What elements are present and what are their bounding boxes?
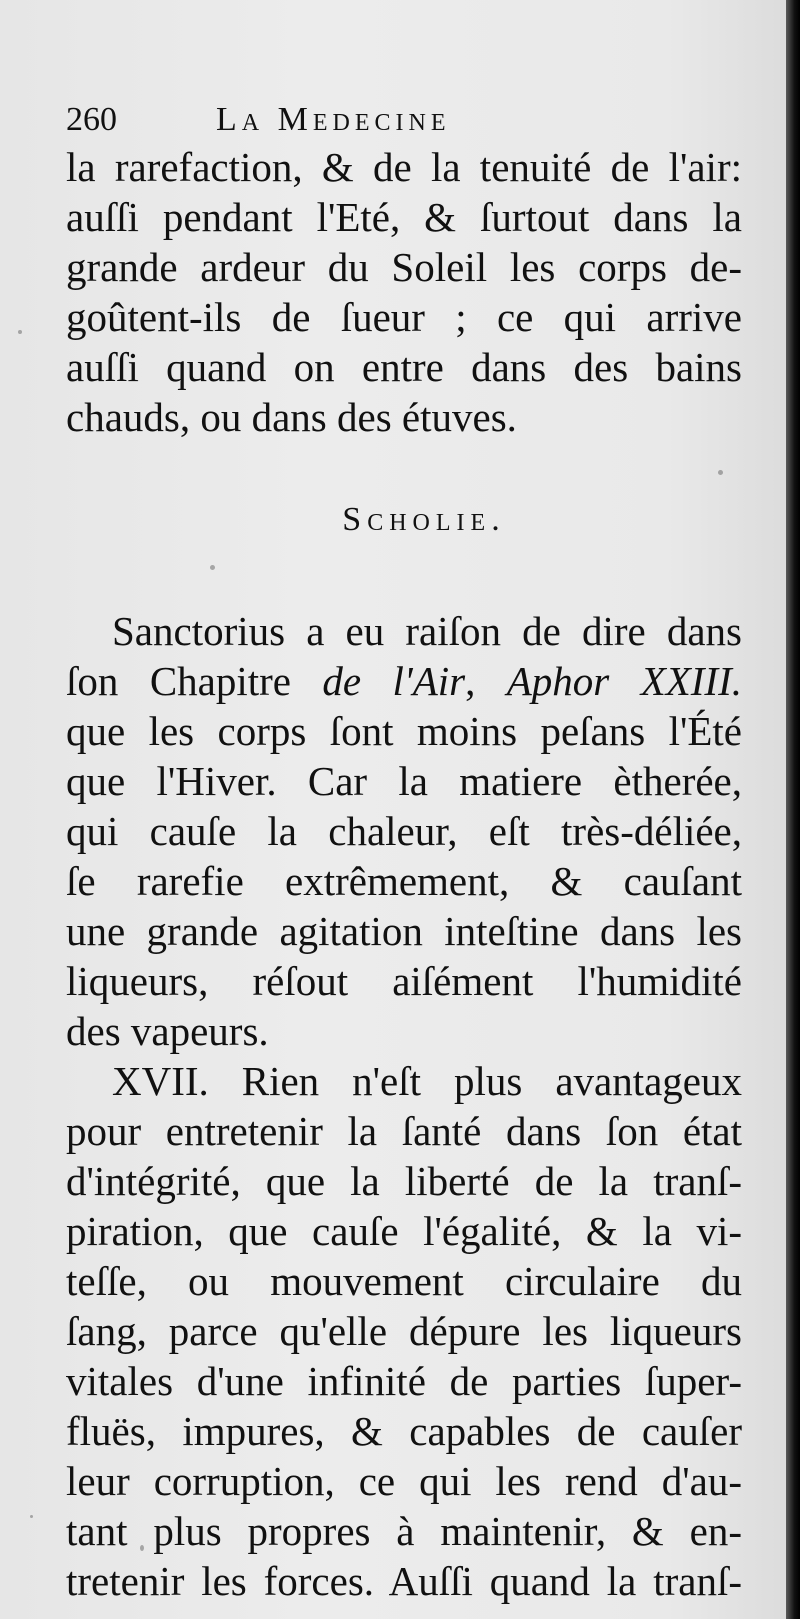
text-line: qui cauſe la chaleur, eſt très-déliée, <box>66 808 742 854</box>
paragraph-1 <box>66 142 742 442</box>
text-line: que les corps ſont moins peſans l'Été <box>66 708 742 754</box>
text-line: tant plus propres à maintenir, & en- <box>66 1508 742 1554</box>
text-line: ſang, parce qu'elle dépure les liqueurs <box>66 1308 742 1354</box>
text-line: une grande agitation inteſtine dans les <box>66 908 742 954</box>
text-line <box>66 656 742 706</box>
text-line: que l'Hiver. Car la matiere ètherée, <box>66 758 742 804</box>
paragraph-3 <box>66 1056 742 1606</box>
section-heading: Scholie. <box>342 501 506 538</box>
italic-citation: de l'Air <box>322 658 466 704</box>
text-line: chauds, ou dans des étuves. <box>66 394 517 440</box>
text-line: d'intégrité, que la liberté de la tranſ- <box>66 1158 742 1204</box>
text-line: goûtent-ils de ſueur ; ce qui arrive <box>66 294 742 340</box>
text-line: la rarefaction, & de la tenuité de l'air: <box>66 144 742 190</box>
text-run: ſon Chapitre <box>66 658 323 704</box>
text-line: auſſi pendant l'Eté, & ſurtout dans la <box>66 194 742 240</box>
text-line: tretenir les forces. Auſſi quand la tranſ- <box>66 1558 742 1604</box>
text-line: auſſi quand on entre dans des bains <box>66 344 742 390</box>
italic-citation: Aphor XXIII. <box>506 658 742 704</box>
text-line: fluës, impures, & capables de cauſer <box>66 1408 742 1454</box>
text-run: , <box>465 658 507 704</box>
page-text <box>66 98 742 1606</box>
running-header <box>66 98 742 142</box>
text-line: pour entretenir la ſanté dans ſon état <box>66 1108 742 1154</box>
page-edge-shadow <box>786 0 800 1619</box>
paper-speck <box>18 330 22 334</box>
text-line: teſſe, ou mouvement circulaire du <box>66 1258 742 1304</box>
text-line: piration, que cauſe l'égalité, & la vi- <box>66 1208 742 1254</box>
paragraph-2 <box>66 606 742 1056</box>
text-line: leur corruption, ce qui les rend d'au- <box>66 1458 742 1504</box>
text-line: ſe rarefie extrêmement, & cauſant <box>66 858 742 904</box>
text-line: grande ardeur du Soleil les corps de- <box>66 244 742 290</box>
text-line: vitales d'une infinité de parties ſuper- <box>66 1358 742 1404</box>
paper-speck <box>30 1515 33 1518</box>
text-line: XVII. Rien n'eſt plus avantageux <box>112 1058 742 1104</box>
running-title: La Medecine <box>216 101 451 138</box>
text-line: Sanctorius a eu raiſon de dire dans <box>112 608 742 654</box>
text-line: des vapeurs. <box>66 1008 269 1054</box>
text-line: liqueurs, réſout aiſément l'humidité <box>66 958 742 1004</box>
page-number: 260 <box>66 101 117 138</box>
